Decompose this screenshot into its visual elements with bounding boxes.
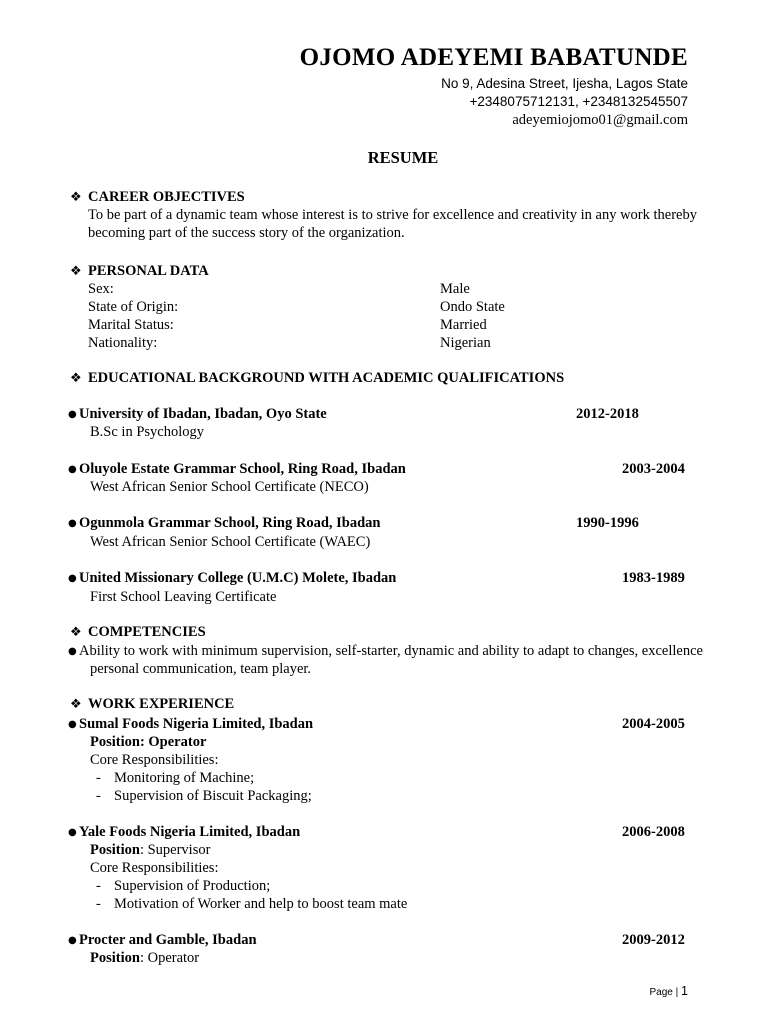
personal-data-heading: ❖ PERSONAL DATA [70, 263, 209, 279]
personal-label-marital-status: Marital Status: [88, 317, 174, 333]
page-separator: | [675, 987, 679, 998]
diamond-bullet-icon: ❖ [70, 625, 82, 640]
personal-value-nationality: Nigerian [440, 335, 491, 351]
phone-numbers: +2348075712131, +2348132545507 [469, 94, 688, 109]
bullet-icon: ● [68, 935, 77, 946]
diamond-bullet-icon: ❖ [70, 264, 82, 279]
job-position: Position: Operator [90, 734, 207, 750]
competencies-text-line-1: ● Ability to work with minimum supervision, self-starter, dynamic and ability to adapt to changes, excellence [68, 643, 703, 659]
career-objectives-text-line-1: To be part of a dynamic team whose interest is to strive for excellence and creativity in any work thereby [88, 207, 697, 223]
page-label: Page [649, 987, 673, 998]
education-qualification: First School Leaving Certificate [90, 589, 277, 605]
job-responsibilities-label: Core Responsibilities: [90, 860, 219, 876]
bullet-icon: ● [68, 573, 77, 584]
education-years: 1990-1996 [576, 515, 639, 531]
competencies-text-line-2: personal communication, team player. [90, 661, 312, 677]
competencies-heading: ❖ COMPETENCIES [70, 624, 206, 640]
education-school: ● Ogunmola Grammar School, Ring Road, Ibadan [68, 515, 381, 531]
education-school: ● United Missionary College (U.M.C) Molete, Ibadan [68, 570, 397, 586]
bullet-icon: ● [68, 646, 77, 657]
education-qualification: West African Senior School Certificate (NECO) [90, 479, 369, 495]
job-company: ● Yale Foods Nigeria Limited, Ibadan [68, 824, 301, 840]
bullet-icon: ● [68, 518, 77, 529]
personal-value-sex: Male [440, 281, 470, 297]
page-footer [650, 984, 688, 998]
job-duty: - Motivation of Worker and help to boost team mate [96, 896, 408, 912]
education-heading: ❖ EDUCATIONAL BACKGROUND WITH ACADEMIC QUALIFICATIONS [70, 370, 565, 386]
document-title: RESUME [367, 148, 439, 167]
personal-label-state-of-origin: State of Origin: [88, 299, 179, 315]
bullet-icon: ● [68, 827, 77, 838]
education-years: 2003-2004 [622, 461, 685, 477]
job-responsibilities-label: Core Responsibilities: [90, 752, 219, 768]
job-years: 2009-2012 [622, 932, 685, 948]
diamond-bullet-icon: ❖ [70, 371, 82, 386]
diamond-bullet-icon: ❖ [70, 697, 82, 712]
applicant-name: OJOMO ADEYEMI BABATUNDE [299, 44, 688, 71]
bullet-icon: ● [68, 409, 77, 420]
career-objectives-text-line-2: becoming part of the success story of the organization. [88, 225, 405, 241]
diamond-bullet-icon: ❖ [70, 190, 82, 205]
address: No 9, Adesina Street, Ijesha, Lagos State [441, 76, 688, 91]
work-experience-heading: ❖ WORK EXPERIENCE [70, 696, 235, 712]
education-qualification: B.Sc in Psychology [90, 424, 204, 440]
education-school: ● Oluyole Estate Grammar School, Ring Road, Ibadan [68, 461, 406, 477]
personal-value-state-of-origin: Ondo State [440, 299, 505, 315]
career-objectives-heading: ❖ CAREER OBJECTIVES [70, 189, 245, 205]
email-address: adeyemiojomo01@gmail.com [512, 112, 688, 128]
education-years: 1983-1989 [622, 570, 685, 586]
bullet-icon: ● [68, 719, 77, 730]
personal-label-nationality: Nationality: [88, 335, 158, 351]
education-qualification: West African Senior School Certificate (WAEC) [90, 534, 371, 550]
personal-value-marital-status: Married [440, 317, 487, 333]
job-duty: - Supervision of Biscuit Packaging; [96, 788, 312, 804]
bullet-icon: ● [68, 464, 77, 475]
education-school: ● University of Ibadan, Ibadan, Oyo State [68, 406, 327, 422]
job-company: ● Procter and Gamble, Ibadan [68, 932, 257, 948]
job-duty: - Monitoring of Machine; [96, 770, 255, 786]
job-company: ● Sumal Foods Nigeria Limited, Ibadan [68, 716, 314, 732]
job-years: 2004-2005 [622, 716, 685, 732]
page-number: 1 [681, 984, 688, 998]
job-duty: - Supervision of Production; [96, 878, 271, 894]
personal-label-sex: Sex: [88, 281, 114, 297]
job-position: Position: Operator [90, 950, 200, 966]
job-position: Position: Supervisor [90, 842, 211, 858]
job-years: 2006-2008 [622, 824, 685, 840]
education-years: 2012-2018 [576, 406, 639, 422]
